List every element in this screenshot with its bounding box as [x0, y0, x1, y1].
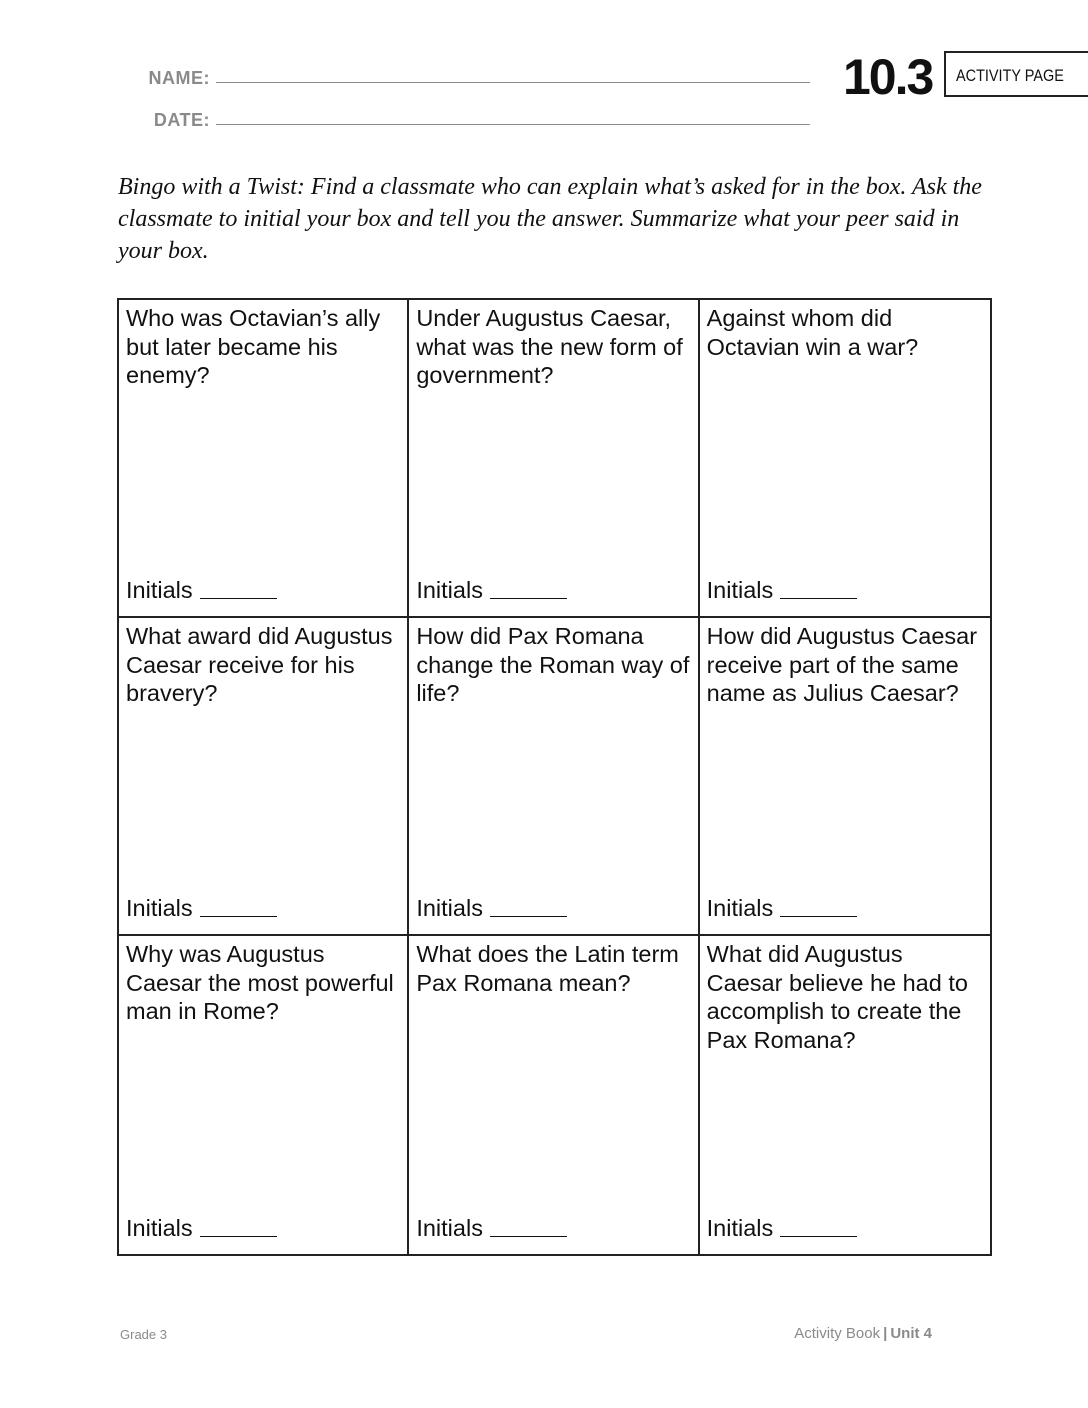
cell-question: Who was Octavian’s ally but later became his enemy?	[126, 305, 381, 388]
initials-label: Initials	[126, 1215, 193, 1241]
initials-line[interactable]	[490, 598, 567, 599]
initials-field	[416, 1215, 567, 1242]
footer-separator: |	[883, 1325, 888, 1342]
initials-label: Initials	[416, 895, 483, 921]
initials-field	[126, 1215, 277, 1242]
initials-field	[707, 1215, 858, 1242]
initials-field	[707, 577, 858, 604]
bingo-cell[interactable]	[119, 618, 409, 936]
bingo-cell[interactable]	[119, 936, 409, 1254]
cell-question: What does the Latin term Pax Romana mean?	[416, 941, 679, 996]
initials-line[interactable]	[490, 1236, 567, 1237]
initials-line[interactable]	[780, 916, 857, 917]
cell-question: How did Augustus Caesar receive part of the same name as Julius Caesar?	[706, 623, 978, 706]
initials-line[interactable]	[780, 598, 857, 599]
initials-line[interactable]	[490, 916, 567, 917]
activity-page-badge	[944, 51, 1088, 97]
initials-label: Initials	[706, 895, 774, 921]
footer-book: Activity Book	[794, 1325, 881, 1342]
initials-field	[126, 895, 277, 922]
cell-question: Against whom did Octavian win a war?	[706, 305, 919, 360]
bingo-cell[interactable]	[409, 300, 699, 618]
footer-unit: Unit 4	[890, 1325, 932, 1342]
cell-question: Why was Augustus Caesar the most powerful man in Rome?	[126, 941, 394, 1024]
bingo-cell[interactable]	[409, 936, 699, 1254]
name-label: NAME:	[148, 68, 210, 88]
initials-label: Initials	[706, 577, 774, 603]
bingo-cell[interactable]	[119, 300, 409, 618]
bingo-cell[interactable]	[700, 618, 990, 936]
initials-field	[416, 577, 567, 604]
bingo-grid	[117, 298, 992, 1256]
cell-question: What award did Augustus Caesar receive for his bravery?	[126, 623, 393, 706]
initials-field	[416, 895, 567, 922]
date-label: DATE:	[153, 110, 210, 130]
initials-line[interactable]	[200, 598, 277, 599]
name-line[interactable]	[216, 82, 810, 83]
bingo-cell[interactable]	[409, 618, 699, 936]
bingo-cell[interactable]	[700, 300, 990, 618]
initials-line[interactable]	[200, 916, 277, 917]
cell-question: What did Augustus Caesar believe he had to accomplish to create the Pax Romana?	[706, 941, 968, 1053]
date-line[interactable]	[216, 124, 810, 125]
initials-field	[707, 895, 858, 922]
initials-label: Initials	[706, 1215, 774, 1241]
footer-grade: Grade 3	[120, 1327, 167, 1342]
initials-label: Initials	[126, 895, 193, 921]
activity-page-label: ACTIVITY PAGE	[956, 66, 1064, 85]
cell-question: How did Pax Romana change the Roman way of life?	[416, 623, 690, 706]
initials-line[interactable]	[200, 1236, 277, 1237]
bingo-cell[interactable]	[700, 936, 990, 1254]
page-number: 10.3	[843, 49, 933, 105]
footer-book-info	[794, 1325, 932, 1342]
initials-label: Initials	[416, 577, 483, 603]
initials-label: Initials	[126, 577, 193, 603]
initials-field	[126, 577, 277, 604]
instructions: Bingo with a Twist: Find a classmate who can explain what’s asked for in the box. Ask the classmate to initial your box and tell you the answer. Summarize what your peer said in your box.	[118, 174, 982, 264]
cell-question: Under Augustus Caesar, what was the new form of government?	[416, 305, 683, 388]
initials-label: Initials	[416, 1215, 483, 1241]
initials-line[interactable]	[780, 1236, 857, 1237]
